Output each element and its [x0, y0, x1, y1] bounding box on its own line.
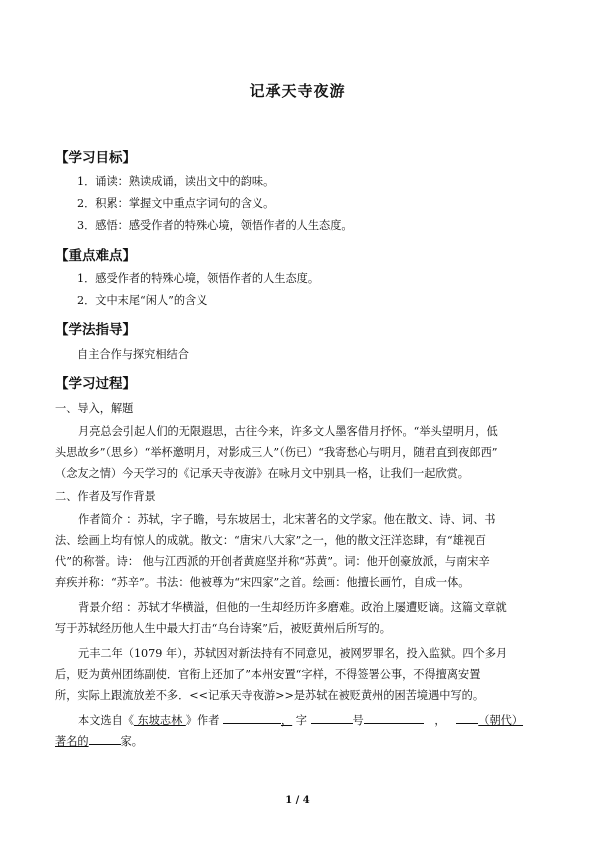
fill-blank-line-1: [78, 711, 523, 729]
history-line-2: 后，贬为黄州团练副使．官衔上还加了”本州安置“字样，不得签署公事，不得擅离安置: [55, 668, 481, 681]
courtesy-name-blank[interactable]: [311, 711, 353, 724]
fill-text-e: ，: [434, 714, 446, 727]
page-number: 1 / 4: [285, 795, 310, 806]
dynasty-label: （朝代）: [478, 714, 524, 727]
section-heading-goals: 【学习目标】: [55, 150, 136, 166]
background-line-2: 写于苏轼经历他人生中最大打击“乌台诗案”后，被贬黄州后所写的。: [55, 622, 391, 635]
history-line-1: 元丰二年（1079 年），苏轼因对新法持有不同意见，被网罗罪名，投入监狱。四个多月: [78, 647, 508, 660]
fill-blank-line-2: [55, 732, 143, 750]
fill-text-f: 家。: [120, 735, 143, 748]
author-line-3: 代”的称誉。诗： 他与江西派的开创者黄庭坚并称“苏黄”。词：他开创豪放派，与南宋辛: [55, 555, 490, 568]
author-line-4: 弃疾并称：“苏辛”。书法：他被尊为“宋四家”之首。绘画：他擅长画竹，自成一体。: [55, 576, 470, 589]
fill-text-a: 本文选自《: [78, 714, 134, 727]
author-line-2: 法、绘画上均有惊人的成就。散文：“唐宋八大家”之一，他的散文汪洋恣肆，有“雄视百: [55, 534, 487, 547]
book-name: 东坡志林: [133, 714, 186, 727]
author-blank[interactable]: [223, 711, 281, 724]
author-line-1: 作者简介 ：苏轼，字子瞻，号东坡居士，北宋著名的文学家。他在散文、诗、词、书: [78, 513, 496, 526]
goal-item-3: 3．感悟：感受作者的特殊心境，领悟作者的人生态度。: [77, 219, 353, 232]
history-line-3: 所，实际上跟流放差不多．<<记承天寺夜游>>是苏轼在被贬黄州的困苦境遇中写的。: [55, 689, 485, 702]
dynasty-blank[interactable]: [456, 711, 478, 724]
fill-text-b: 》作者: [185, 714, 220, 727]
pseudonym-blank[interactable]: [364, 711, 424, 724]
section-heading-key: 【重点难点】: [55, 248, 136, 264]
key-item-1: 1．感受作者的特殊心境，领悟作者的人生态度。: [77, 272, 320, 285]
key-item-2: 2．文中末尾“闲人”的含义: [77, 294, 208, 307]
part2-title: 二、作者及写作背景: [55, 490, 156, 503]
document-title: 记承天寺夜游: [249, 82, 346, 100]
section-heading-method: 【学法指导】: [55, 322, 136, 338]
part1-title: 一、导入，解题: [55, 402, 134, 415]
goal-item-1: 1．诵读：熟读成诵，读出文中的韵味。: [77, 175, 275, 188]
fill-comma: ，: [280, 714, 293, 727]
method-text: 自主合作与探究相结合: [77, 348, 189, 361]
intro-line-3: （念友之情）今天学习的《记承天寺夜游》在咏月文中别具一格，让我们一起欣赏。: [55, 467, 469, 480]
section-heading-process: 【学习过程】: [55, 376, 136, 392]
goal-item-2: 2．积累：掌握文中重点字词句的含义。: [77, 197, 275, 210]
fill-text-d: 号: [352, 714, 364, 727]
profession-blank[interactable]: [89, 732, 121, 745]
intro-line-1: 月亮总会引起人们的无限遐思，古往今来，许多文人墨客借月抒怀。“举头望明月，低: [78, 425, 498, 438]
fill-text-c: 字: [295, 714, 307, 727]
background-line-1: 背景介绍 ：苏轼才华横溢，但他的一生却经历许多磨难。政治上屡遭贬谪。这篇文章就: [78, 601, 507, 614]
intro-line-2: 头思故乡”（思乡）“举杯邀明月，对影成三人”（伤已）“我寄愁心与明月，随君直到夜郎西”: [55, 446, 498, 459]
famous-label: 著名的: [55, 735, 89, 748]
